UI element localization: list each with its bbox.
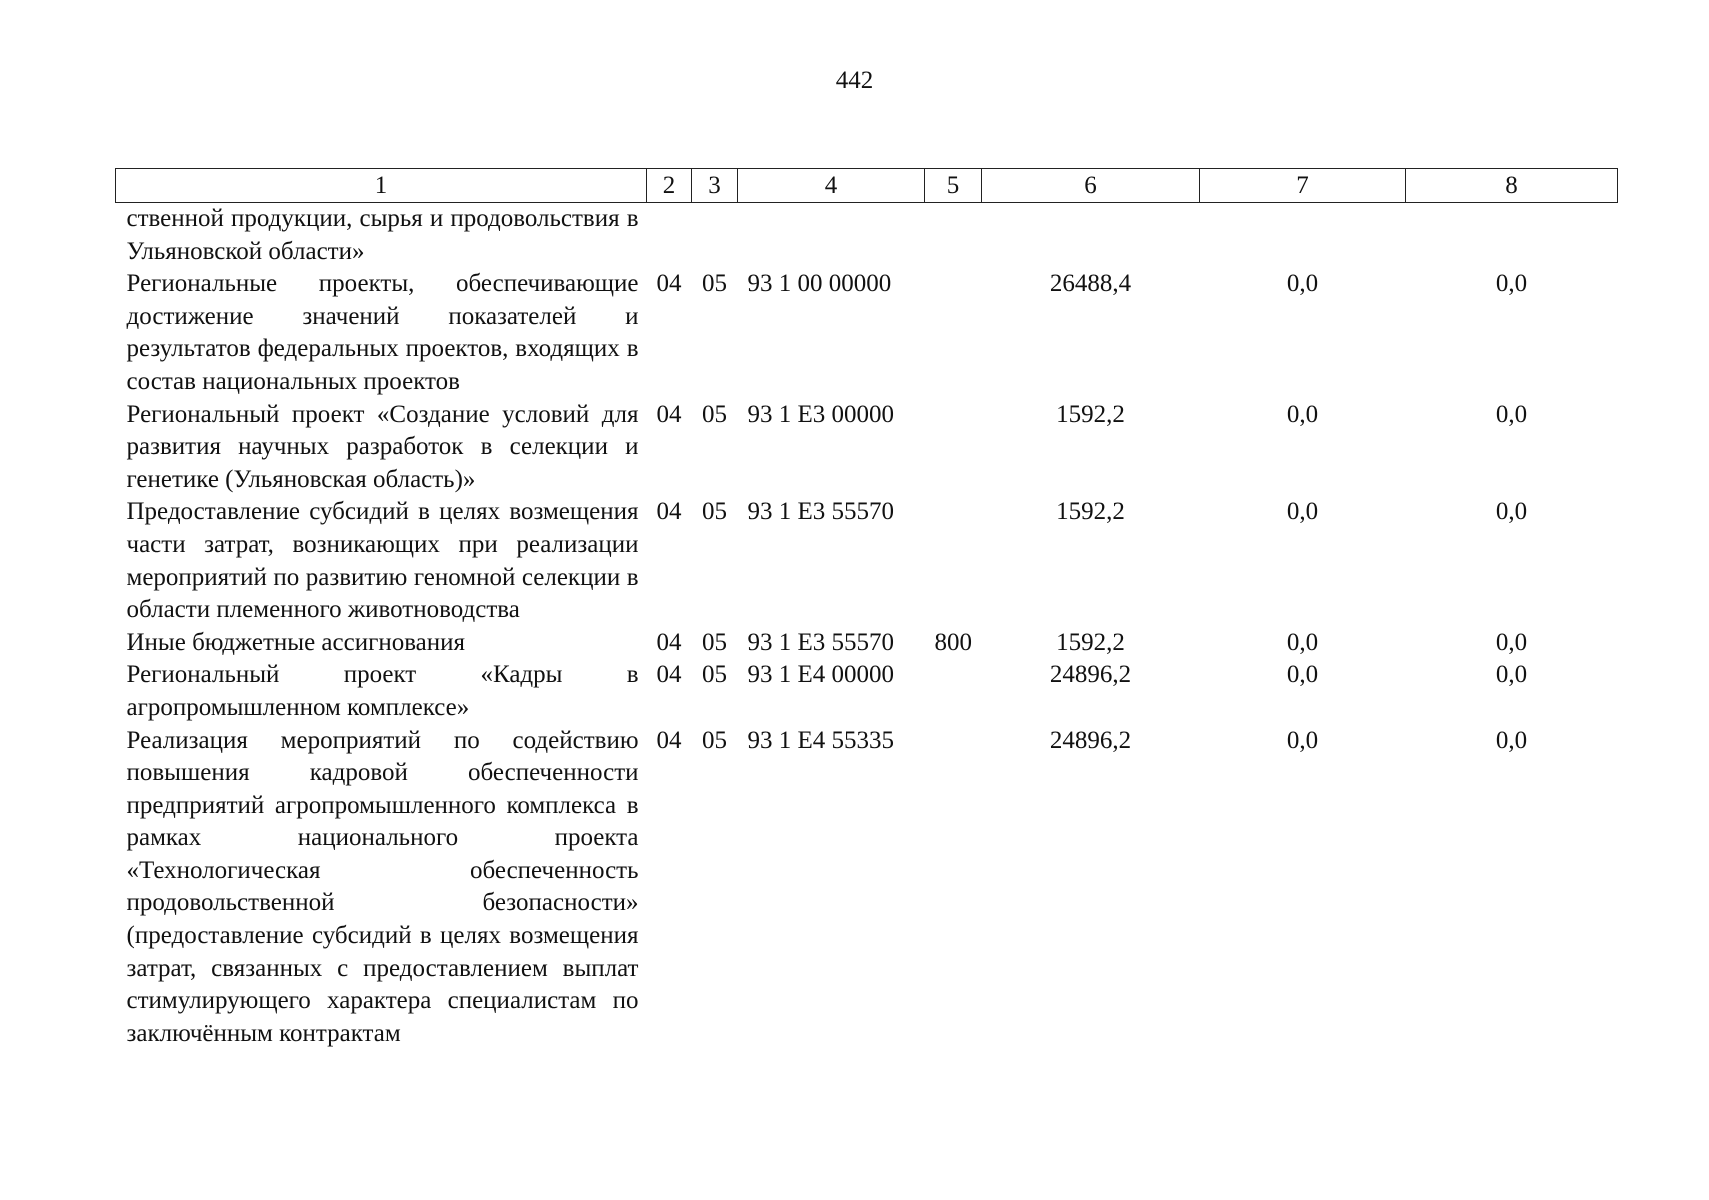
row-expense-type [925,203,982,269]
budget-table [115,168,1618,1050]
row-target-code [738,203,925,269]
row-amount-3 [1406,203,1618,269]
row-section: 04 [656,400,682,428]
row-amount-1: 1592,2 [1056,628,1125,656]
header-col-8: 8 [1406,169,1618,203]
header-col-7: 7 [1200,169,1406,203]
row-target-code: 93 1 Е3 00000 [747,400,895,428]
header-col-1: 1 [116,169,647,203]
header-col-3: 3 [692,169,738,203]
row-expense-type [925,399,982,497]
table-row [116,399,1618,497]
row-name: Региональные проекты, обеспечивающие достижение значений показателей и результатов федеральных проектов, входящих в состав национальных проектов [126,270,639,395]
row-amount-1: 1592,2 [1056,400,1125,428]
row-amount-1: 1592,2 [1056,498,1125,526]
row-name: Предоставление субсидий в целях возмещения части затрат, возникающих при реализации мероприятий по развитию геномной селекции в области племенного животноводства [126,498,639,624]
table-header-row [116,169,1618,203]
header-col-2: 2 [647,169,692,203]
row-name: ственной продукции, сырья и продовольствия в Ульяновской области» [126,205,639,265]
row-section: 04 [656,628,682,656]
row-name: Региональный проект «Кадры в агропромышленном комплексе» [126,661,639,721]
row-name: Реализация мероприятий по содействию повышения кадровой обеспеченности предприятий агропромышленного комплекса в рамках национального проекта «Технологическая обеспеченность продовольственной безопасности» (предоставление субсидий в целях возмещения затрат, связанных с предоставлением выплат стимулирующего характера специалистам по заключённым контрактам [126,726,639,1047]
row-name: Региональный проект «Создание условий для развития научных разработок в селекции и генетике (Ульяновская область)» [126,400,639,493]
table-row [116,203,1618,269]
table-row [116,659,1618,724]
header-col-6: 6 [982,169,1200,203]
row-section: 04 [656,498,682,526]
row-amount-1 [982,203,1200,269]
row-amount-2: 0,0 [1286,400,1319,428]
table-row [116,268,1618,398]
row-expense-type: 800 [934,628,972,656]
page-number: 442 [835,67,874,94]
row-expense-type [925,659,982,724]
table-row [116,627,1618,660]
row-amount-2: 0,0 [1286,726,1319,754]
row-amount-1: 26488,4 [1049,270,1132,298]
table-row [116,725,1618,1051]
row-amount-3: 0,0 [1495,498,1528,526]
row-target-code: 93 1 Е4 00000 [747,661,895,689]
row-amount-3: 0,0 [1495,726,1528,754]
row-subsection: 05 [702,270,727,298]
table-row [116,496,1618,626]
row-target-code: 93 1 Е4 55335 [747,726,895,754]
row-expense-type [925,725,982,1051]
row-section: 04 [656,270,682,298]
row-target-code: 93 1 Е3 55570 [747,628,895,656]
row-amount-2: 0,0 [1286,661,1319,689]
row-section: 04 [656,661,682,689]
row-subsection [692,203,738,269]
row-name: Иные бюджетные ассигнования [126,628,466,656]
row-subsection: 05 [702,726,727,754]
row-amount-1: 24896,2 [1049,726,1132,754]
header-col-5: 5 [925,169,982,203]
row-expense-type [925,268,982,398]
row-target-code: 93 1 00 00000 [747,270,892,298]
row-amount-2: 0,0 [1286,270,1319,298]
row-section: 04 [656,726,682,754]
row-amount-3: 0,0 [1495,400,1528,428]
row-subsection: 05 [702,628,727,656]
row-subsection: 05 [702,498,727,526]
row-expense-type [925,496,982,626]
row-amount-2: 0,0 [1286,498,1319,526]
row-subsection: 05 [702,400,727,428]
row-amount-2: 0,0 [1286,628,1319,656]
header-col-4: 4 [738,169,925,203]
row-amount-1: 24896,2 [1049,661,1132,689]
row-section [647,203,692,269]
row-amount-3: 0,0 [1495,628,1528,656]
row-target-code: 93 1 Е3 55570 [747,498,895,526]
row-amount-2 [1200,203,1406,269]
row-amount-3: 0,0 [1495,661,1528,689]
row-amount-3: 0,0 [1495,270,1528,298]
row-subsection: 05 [702,661,727,689]
